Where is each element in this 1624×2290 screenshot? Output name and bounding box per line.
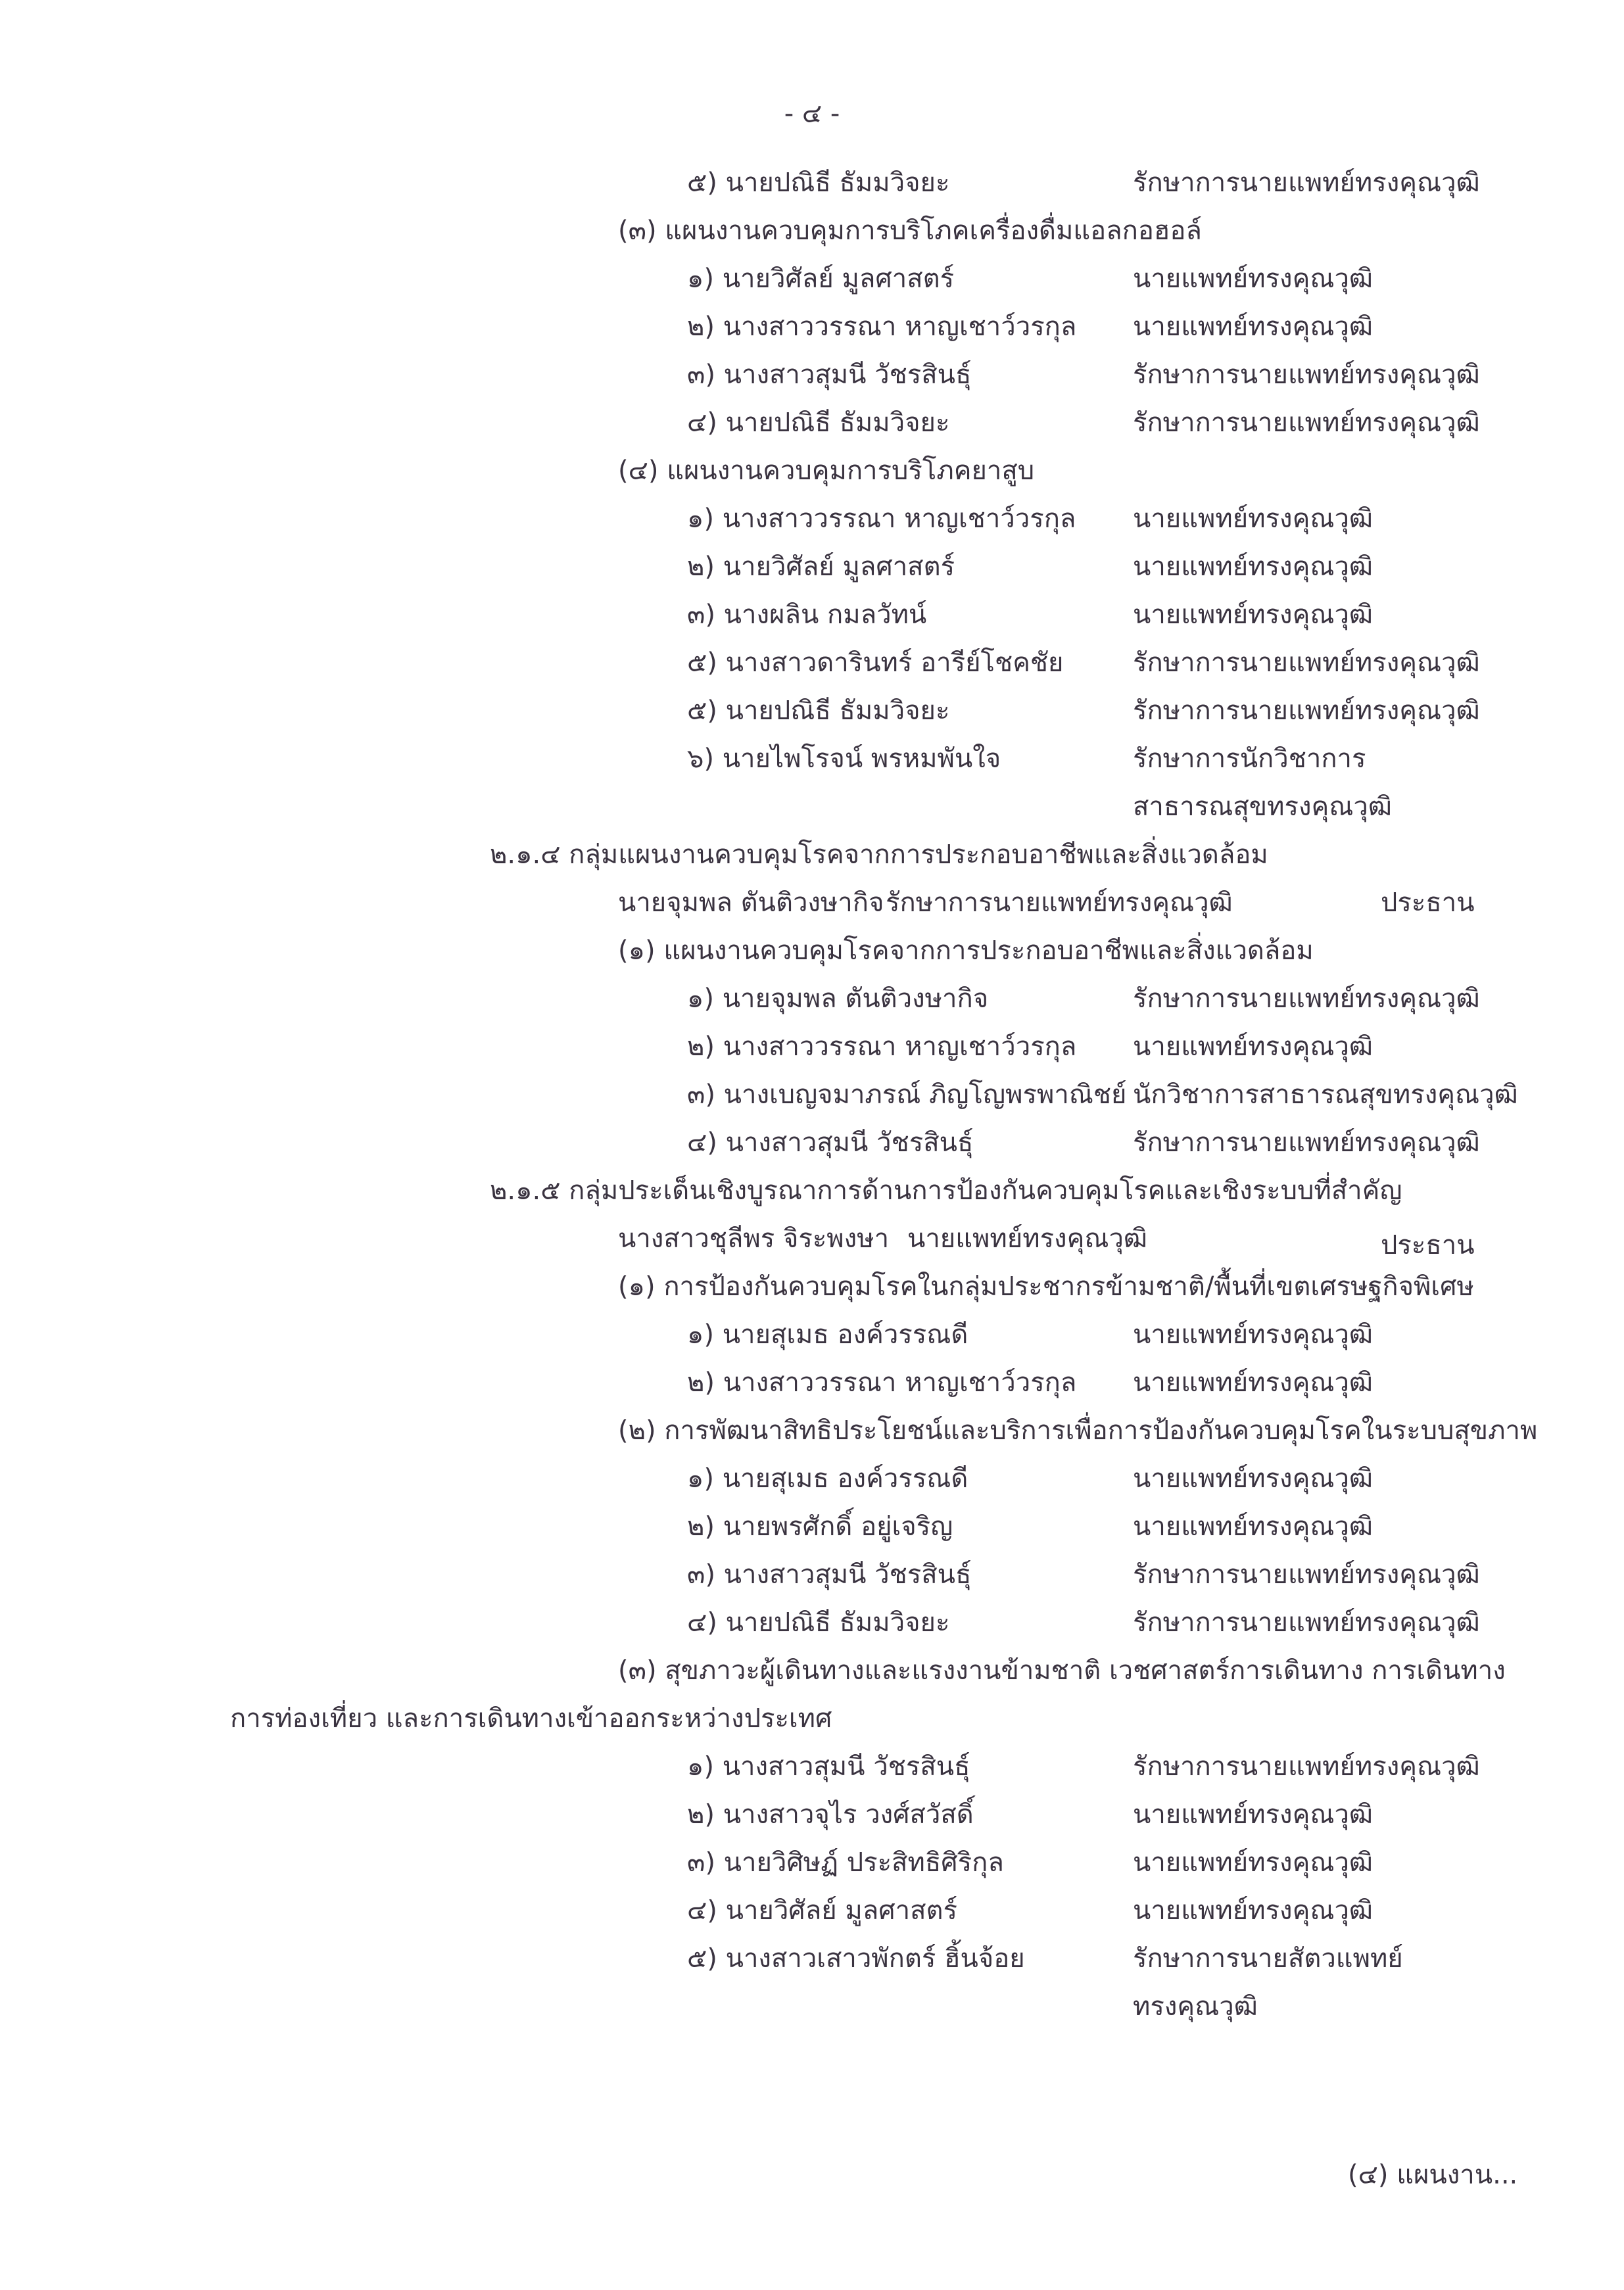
member-name: ๔) นายปณิธี ธัมมวิจยะ — [687, 1608, 950, 1638]
member-position: นายแพทย์ทรงคุณวุฒิ — [1133, 1512, 1373, 1542]
plan-heading: (๓) สุขภาวะผู้เดินทางและแรงงานข้ามชาติ เวชศาสตร์การเดินทาง การเดินทาง — [618, 1656, 1506, 1686]
member-position: นายแพทย์ทรงคุณวุฒิ — [1133, 1800, 1373, 1830]
plan-heading: (๓) แผนงานควบคุมการบริโภคเครื่องดื่มแอลกอฮอล์ — [618, 216, 1202, 246]
member-position: นายแพทย์ทรงคุณวุฒิ — [1133, 504, 1373, 534]
member-position: รักษาการนายแพทย์ทรงคุณวุฒิ — [1133, 984, 1480, 1014]
member-position: รักษาการนักวิชาการ — [1133, 744, 1366, 774]
plan-heading: (๔) แผนงานควบคุมการบริโภคยาสูบ — [618, 456, 1035, 486]
member-name: ๑) นายสุเมธ องค์วรรณดี — [687, 1464, 968, 1494]
chair-position: รักษาการนายแพทย์ทรงคุณวุฒิ — [886, 888, 1233, 918]
member-name: ๑) นางสาววรรณา หาญเชาว์วรกุล — [687, 504, 1076, 534]
member-name: ๓) นางสาวสุมนี วัชรสินธุ์ — [687, 360, 972, 390]
member-name: ๕) นางสาวดารินทร์ อารีย์โชคชัย — [687, 648, 1064, 678]
member-position: รักษาการนายแพทย์ทรงคุณวุฒิ — [1133, 408, 1480, 438]
section-heading: ๒.๑.๔ กลุ่มแผนงานควบคุมโรคจากการประกอบอาชีพและสิ่งแวดล้อม — [490, 840, 1268, 870]
member-name: ๕) นางสาวเสาวพักตร์ ฮิ้นจ้อย — [687, 1944, 1025, 1974]
member-name: ๒) นางสาววรรณา หาญเชาว์วรกุล — [687, 1368, 1077, 1398]
plan-heading: (๑) แผนงานควบคุมโรคจากการประกอบอาชีพและสิ่งแวดล้อม — [618, 936, 1314, 966]
member-name: ๓) นางเบญจมาภรณ์ ภิญโญพรพาณิชย์ — [687, 1080, 1127, 1110]
plan-heading: (๒) การพัฒนาสิทธิประโยชน์และบริการเพื่อการป้องกันควบคุมโรคในระบบสุขภาพ — [618, 1416, 1538, 1446]
member-name: ๑) นายสุเมธ องค์วรรณดี — [687, 1320, 968, 1350]
member-name: ๕) นายปณิธี ธัมมวิจยะ — [687, 168, 950, 198]
member-position: นายแพทย์ทรงคุณวุฒิ — [1133, 552, 1373, 582]
member-position: นายแพทย์ทรงคุณวุฒิ — [1133, 1896, 1373, 1926]
member-position: รักษาการนายสัตวแพทย์ — [1133, 1944, 1403, 1974]
member-position: รักษาการนายแพทย์ทรงคุณวุฒิ — [1133, 1560, 1480, 1590]
member-name: ๓) นางผลิน กมลวัทน์ — [687, 600, 927, 630]
member-name: ๔) นายวิศัลย์ มูลศาสตร์ — [687, 1896, 957, 1926]
member-name: ๒) นางสาววรรณา หาญเชาว์วรกุล — [687, 312, 1077, 342]
page-number: - ๔ - — [784, 99, 840, 129]
member-name: ๓) นายวิศิษฏ์ ประสิทธิศิริกุล — [687, 1848, 1004, 1878]
member-position: รักษาการนายแพทย์ทรงคุณวุฒิ — [1133, 696, 1480, 726]
member-name: ๕) นายปณิธี ธัมมวิจยะ — [687, 696, 950, 726]
member-position: รักษาการนายแพทย์ทรงคุณวุฒิ — [1133, 1608, 1480, 1638]
member-position: รักษาการนายแพทย์ทรงคุณวุฒิ — [1133, 1752, 1480, 1782]
plan-heading: (๑) การป้องกันควบคุมโรคในกลุ่มประชากรข้ามชาติ/พื้นที่เขตเศรษฐกิจพิเศษ — [618, 1272, 1474, 1302]
member-position: รักษาการนายแพทย์ทรงคุณวุฒิ — [1133, 168, 1480, 198]
member-name: ๔) นายปณิธี ธัมมวิจยะ — [687, 408, 950, 438]
member-position-continued: ทรงคุณวุฒิ — [1133, 1992, 1258, 2022]
member-position: นายแพทย์ทรงคุณวุฒิ — [1133, 1368, 1373, 1398]
member-position: นายแพทย์ทรงคุณวุฒิ — [1133, 264, 1373, 294]
member-position: รักษาการนายแพทย์ทรงคุณวุฒิ — [1133, 648, 1480, 678]
member-name: ๓) นางสาวสุมนี วัชรสินธุ์ — [687, 1560, 972, 1590]
member-name: ๒) นางสาวจุไร วงศ์สวัสดิ์ — [687, 1800, 974, 1830]
member-name: ๒) นางสาววรรณา หาญเชาว์วรกุล — [687, 1032, 1077, 1062]
member-position-continued: สาธารณสุขทรงคุณวุฒิ — [1133, 792, 1392, 822]
member-position: นายแพทย์ทรงคุณวุฒิ — [1133, 312, 1373, 342]
member-name: ๑) นายวิศัลย์ มูลศาสตร์ — [687, 264, 955, 294]
member-position: นายแพทย์ทรงคุณวุฒิ — [1133, 600, 1373, 630]
chair-name: นางสาวชุลีพร จิระพงษา — [618, 1224, 890, 1254]
plan-heading-continued: การท่องเที่ยว และการเดินทางเข้าออกระหว่างประเทศ — [230, 1704, 832, 1734]
chair-role: ประธาน — [1381, 1230, 1475, 1260]
member-name: ๖) นายไพโรจน์ พรหมพันใจ — [687, 744, 1001, 774]
member-position: นักวิชาการสาธารณสุขทรงคุณวุฒิ — [1133, 1080, 1518, 1110]
chair-name: นายจุมพล ตันติวงษากิจ — [618, 888, 884, 918]
chair-role: ประธาน — [1381, 888, 1475, 918]
section-heading: ๒.๑.๕ กลุ่มประเด็นเชิงบูรณาการด้านการป้องกันควบคุมโรคและเชิงระบบที่สำคัญ — [490, 1176, 1402, 1206]
continuation-footer: (๔) แผนงาน... — [1348, 2160, 1518, 2190]
member-name: ๔) นางสาวสุมนี วัชรสินธุ์ — [687, 1128, 974, 1158]
member-name: ๑) นายจุมพล ตันติวงษากิจ — [687, 984, 989, 1014]
member-name: ๑) นางสาวสุมนี วัชรสินธุ์ — [687, 1752, 970, 1782]
member-name: ๒) นายวิศัลย์ มูลศาสตร์ — [687, 552, 955, 582]
member-position: รักษาการนายแพทย์ทรงคุณวุฒิ — [1133, 1128, 1480, 1158]
member-position: นายแพทย์ทรงคุณวุฒิ — [1133, 1320, 1373, 1350]
member-position: รักษาการนายแพทย์ทรงคุณวุฒิ — [1133, 360, 1480, 390]
member-position: นายแพทย์ทรงคุณวุฒิ — [1133, 1464, 1373, 1494]
member-name: ๒) นายพรศักดิ์ อยู่เจริญ — [687, 1512, 953, 1542]
member-position: นายแพทย์ทรงคุณวุฒิ — [1133, 1848, 1373, 1878]
member-position: นายแพทย์ทรงคุณวุฒิ — [1133, 1032, 1373, 1062]
chair-position: นายแพทย์ทรงคุณวุฒิ — [907, 1224, 1148, 1254]
